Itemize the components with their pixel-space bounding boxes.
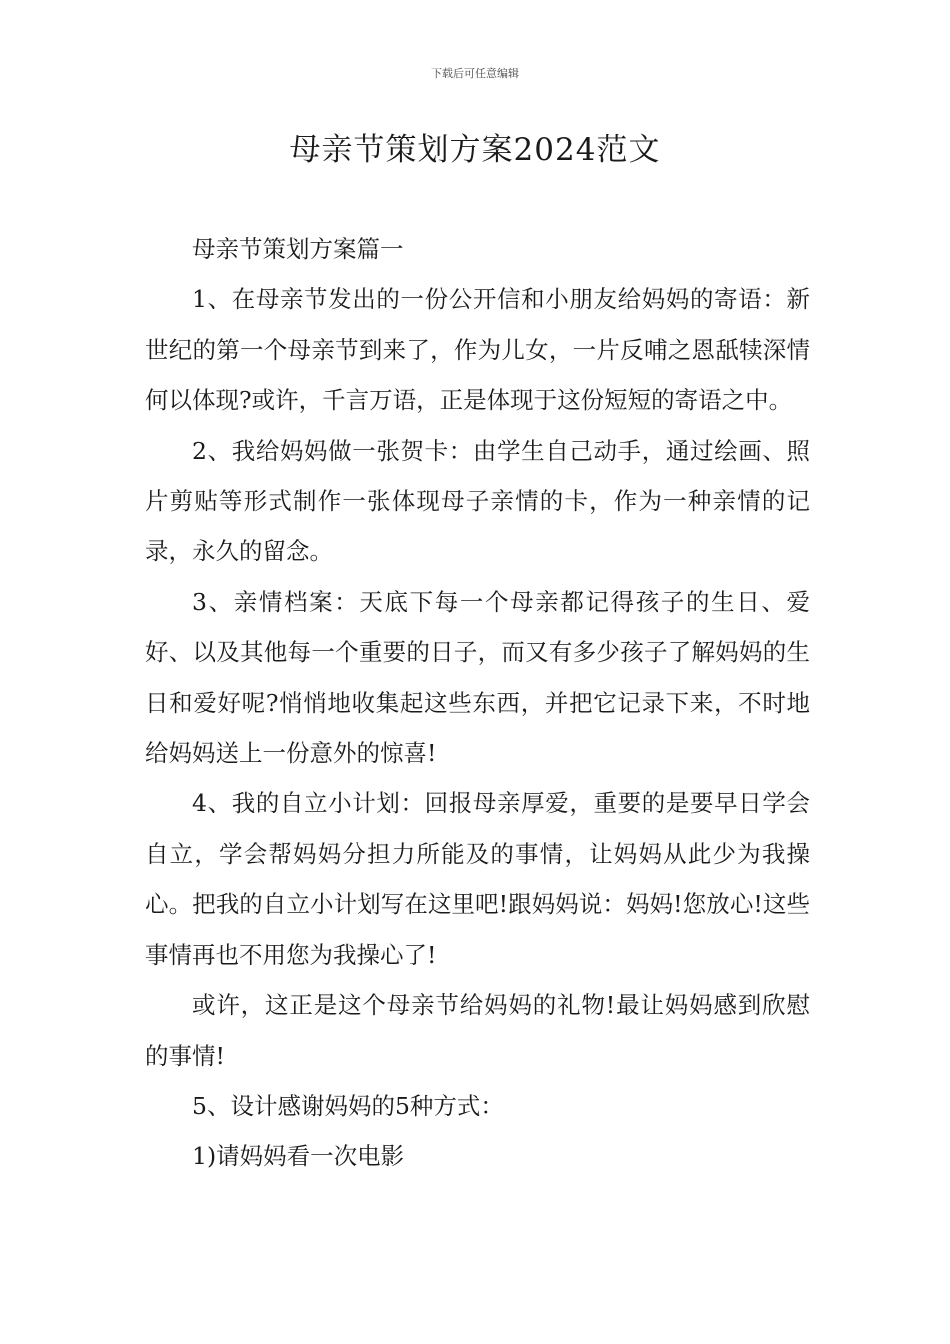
sub-item-1: 1)请妈妈看一次电影 — [192, 1142, 405, 1171]
paragraph-item-5: 5、设计感谢妈妈的5种方式： — [192, 1091, 504, 1120]
header-note: 下载后可任意编辑 — [431, 67, 519, 80]
paragraph-item-1: 1、在母亲节发出的一份公开信和小朋友给妈妈的寄语：新世纪的第一个母亲节到来了，作为儿女，一片反哺之恩舐犊深情何以体现?或许，千言万语，正是体现于这份短短的寄语之中。 — [145, 285, 810, 415]
document-body — [145, 224, 810, 1182]
page-title: 母亲节策划方案2024范文 — [289, 132, 661, 168]
section-heading: 母亲节策划方案篇一 — [192, 235, 404, 263]
paragraph-item-4: 4、我的自立小计划：回报母亲厚爱，重要的是要早日学会自立，学会帮妈妈分担力所能及的事情，让妈妈从此少为我操心。把我的自立小计划写在这里吧!跟妈妈说：妈妈!您放心!这些事情再也不用您为我操心了! — [145, 789, 810, 969]
paragraph-item-3: 3、亲情档案：天底下每一个母亲都记得孩子的生日、爱好、以及其他每一个重要的日子，而又有多少孩子了解妈妈的生日和爱好呢?悄悄地收集起这些东西，并把它记录下来，不时地给妈妈送上一份意外的惊喜! — [145, 587, 810, 768]
paragraph-closing: 或许，这正是这个母亲节给妈妈的礼物!最让妈妈感到欣慰的事情! — [145, 991, 810, 1070]
paragraph-item-2: 2、我给妈妈做一张贺卡：由学生自己动手，通过绘画、照片剪贴等形式制作一张体现母子亲情的卡，作为一种亲情的记录，永久的留念。 — [145, 436, 810, 566]
